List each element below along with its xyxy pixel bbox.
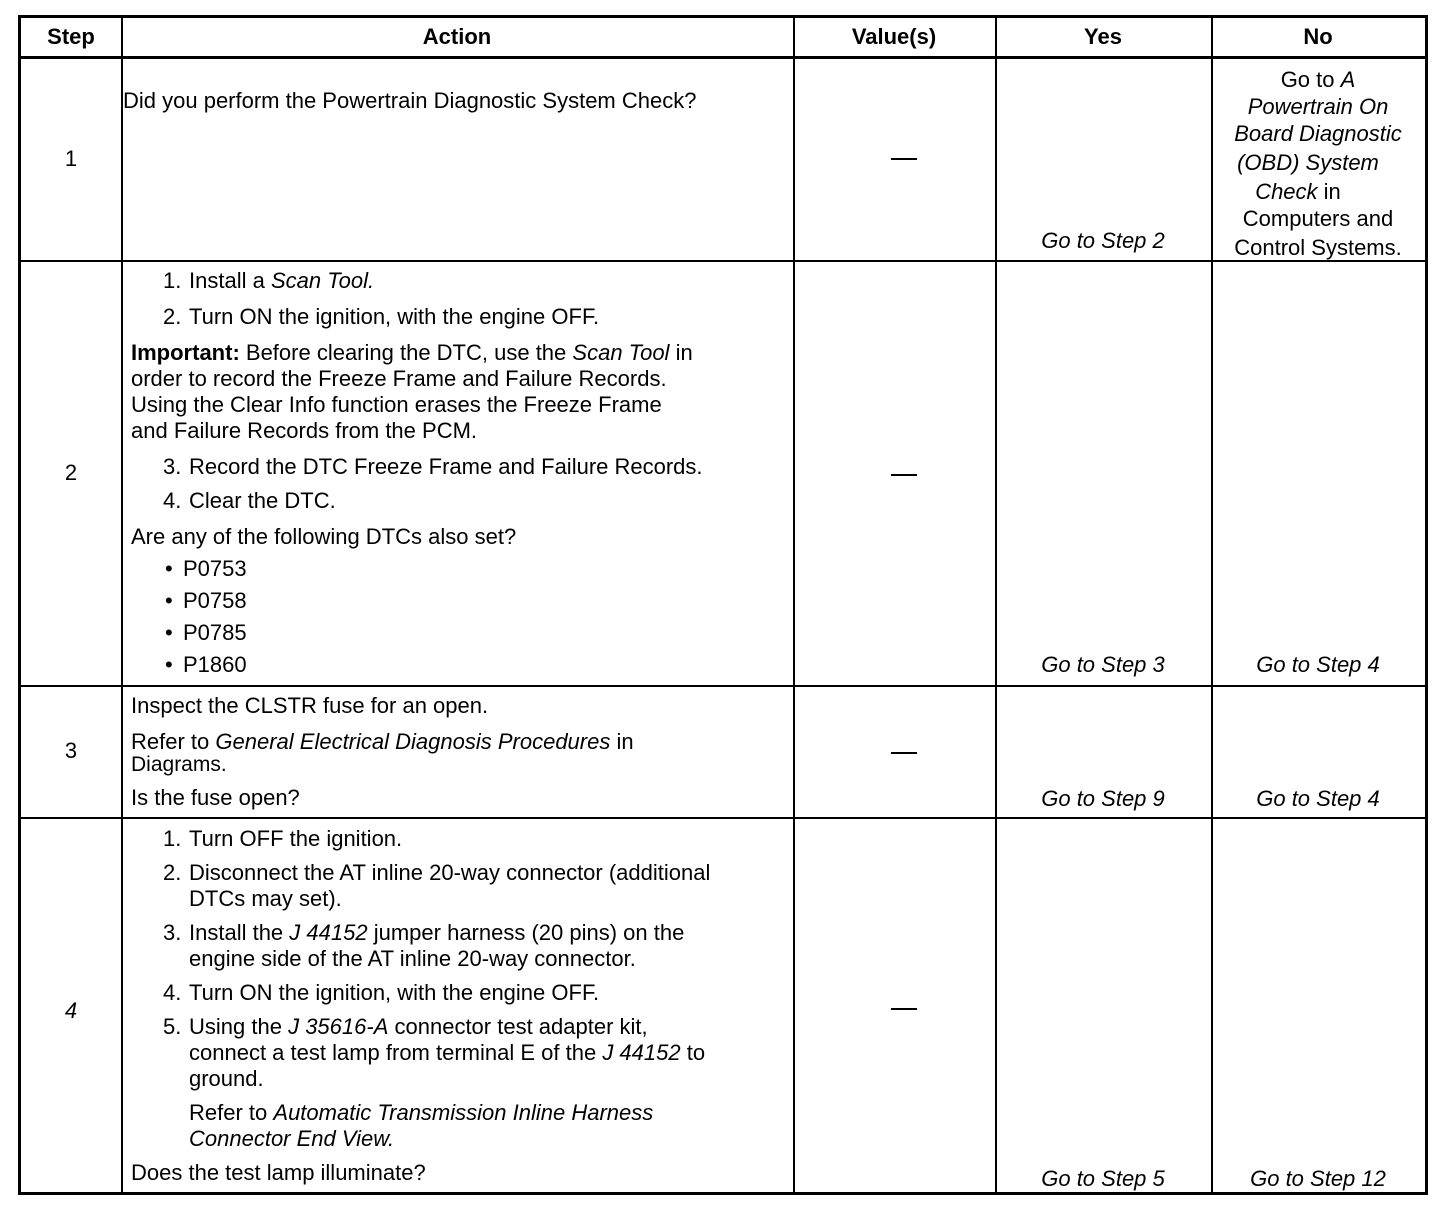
value-dash: [891, 158, 917, 160]
list-item: 3. Install the J 44152 jumper harness (20 pins) on the: [163, 920, 685, 945]
diagnostic-table: [18, 15, 1428, 1195]
no-prefix: Go to: [1280, 67, 1335, 92]
dtc-item: • P0753: [165, 556, 247, 581]
header-no: No: [1303, 24, 1333, 49]
obd-link-part[interactable]: Powertrain On: [1247, 94, 1389, 119]
question-text: Is the fuse open?: [131, 785, 300, 810]
dtc-item: • P1860: [165, 652, 247, 677]
value-dash: [891, 1008, 917, 1010]
list-item: 5. Using the J 35616-A connector test adapter kit,: [163, 1014, 648, 1039]
obd-link-part[interactable]: A: [1340, 67, 1356, 92]
step-number: 2: [64, 460, 78, 485]
step-number: 3: [64, 738, 78, 763]
dtc-item: • P0785: [165, 620, 247, 645]
important-note: Important: Before clearing the DTC, use the Scan Tool in: [131, 340, 693, 365]
header-yes: Yes: [1084, 24, 1122, 49]
no-go-to-link[interactable]: [1211, 66, 1425, 264]
action-text: [131, 693, 796, 811]
no-suffix: in: [1323, 179, 1341, 204]
row-divider: [21, 56, 1425, 59]
question-text: Are any of the following DTCs also set?: [131, 524, 517, 549]
list-item-line: engine side of the AT inline 20-way connector.: [189, 946, 636, 971]
refer-line: Connector End View.: [189, 1126, 395, 1151]
list-item-line: connect a test lamp from terminal E of the J 44152 to: [189, 1040, 706, 1065]
obd-link-part[interactable]: Check: [1255, 179, 1318, 204]
yes-go-to-step[interactable]: Go to Step 2: [1041, 228, 1165, 253]
header-values: Value(s): [851, 24, 937, 49]
column-divider: [995, 18, 997, 1192]
step-number: 4: [64, 998, 78, 1023]
action-text: [131, 826, 796, 1186]
important-note-line: and Failure Records from the PCM.: [131, 418, 478, 443]
list-item: 3. Record the DTC Freeze Frame and Failure Records.: [163, 454, 703, 479]
dtc-item: • P0758: [165, 588, 247, 613]
list-item: 2. Turn ON the ignition, with the engine OFF.: [163, 304, 600, 329]
list-item-line: DTCs may set).: [189, 886, 342, 911]
header-step: Step: [47, 24, 95, 49]
value-dash: [891, 474, 917, 476]
no-go-to-step[interactable]: Go to Step 4: [1256, 652, 1380, 677]
action-line: Inspect the CLSTR fuse for an open.: [131, 693, 489, 718]
list-item: 2. Disconnect the AT inline 20-way connector (additional: [163, 860, 711, 885]
yes-go-to-step[interactable]: Go to Step 3: [1041, 652, 1165, 677]
column-divider: [121, 18, 123, 1192]
list-item-line: ground.: [189, 1066, 264, 1091]
no-go-to-step[interactable]: Go to Step 4: [1256, 786, 1380, 811]
list-item: 4. Clear the DTC.: [163, 488, 336, 513]
important-note-line: Using the Clear Info function erases the Freeze Frame: [131, 392, 662, 417]
yes-go-to-step[interactable]: Go to Step 5: [1041, 1166, 1165, 1191]
refer-line: Refer to General Electrical Diagnosis Procedures in: [131, 729, 634, 754]
row-divider: [21, 685, 1425, 687]
value-dash: [891, 752, 917, 754]
list-item: 1. Turn OFF the ignition.: [163, 826, 403, 851]
row-divider: [21, 817, 1425, 819]
action-text: [123, 66, 696, 136]
no-suffix: Computers and: [1242, 206, 1394, 231]
question-text: Did you perform the Powertrain Diagnostic System Check?: [123, 88, 697, 113]
refer-line: Diagrams.: [131, 753, 227, 776]
header-action: Action: [422, 24, 492, 49]
yes-go-to-step[interactable]: Go to Step 9: [1041, 786, 1165, 811]
obd-link-part[interactable]: (OBD) System: [1237, 150, 1379, 175]
no-go-to-step[interactable]: Go to Step 12: [1250, 1166, 1386, 1191]
step-number: 1: [64, 146, 78, 171]
list-item: 1. Install a Scan Tool.: [163, 268, 375, 293]
obd-link-part[interactable]: Board Diagnostic: [1234, 121, 1402, 146]
question-text: Does the test lamp illuminate?: [131, 1160, 426, 1185]
refer-line: Refer to Automatic Transmission Inline Harness: [189, 1100, 654, 1125]
action-text: [131, 268, 796, 678]
list-item: 4. Turn ON the ignition, with the engine OFF.: [163, 980, 600, 1005]
no-suffix: Control Systems.: [1234, 235, 1402, 260]
important-note-line: order to record the Freeze Frame and Failure Records.: [131, 366, 667, 391]
